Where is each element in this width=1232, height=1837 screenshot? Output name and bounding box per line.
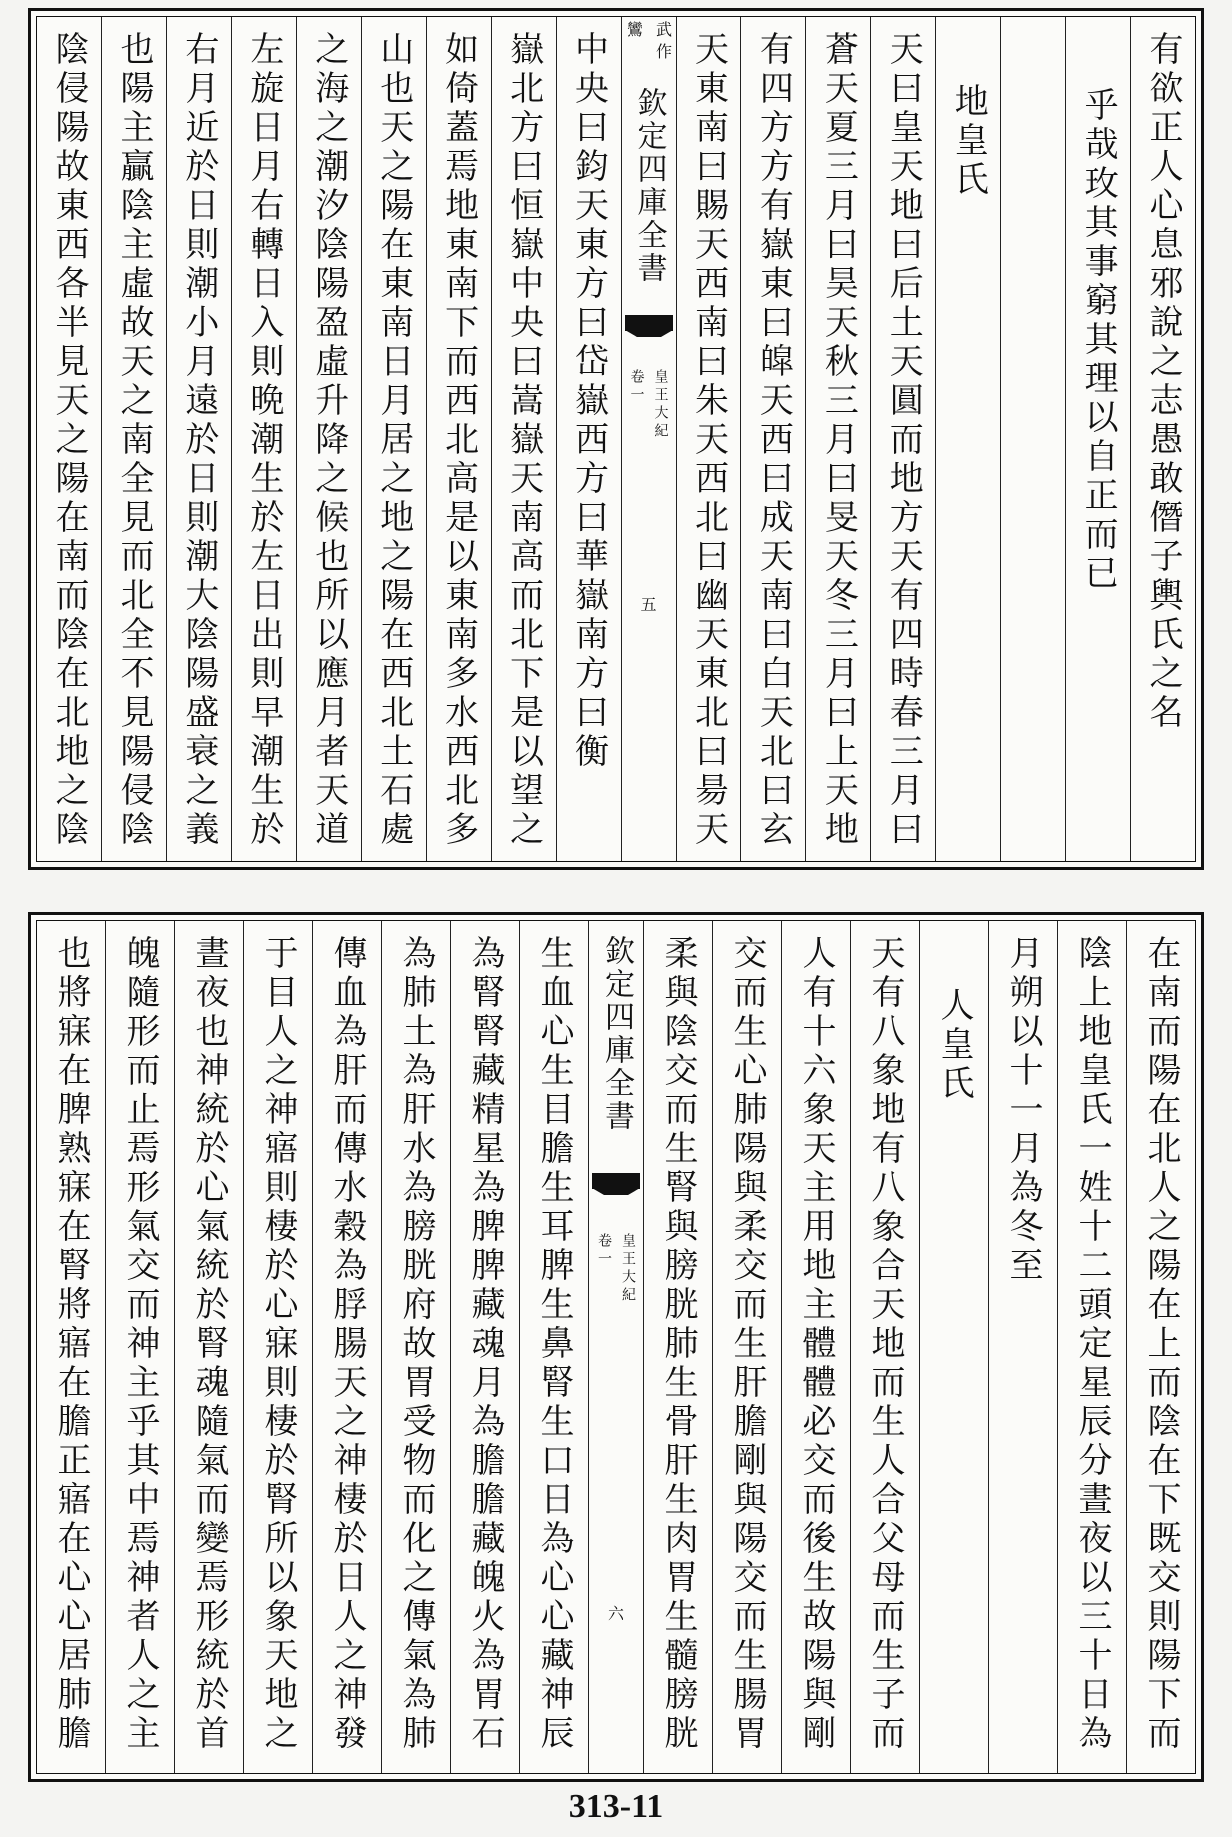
column-text: 生血心生目膽生耳脾生鼻腎生口日為心心藏神辰 xyxy=(534,935,574,1754)
text-column xyxy=(988,921,1057,1773)
column-text: 天曰皇天地曰后土天圓而地方天有四時春三月曰 xyxy=(883,31,924,850)
column-text: 天東南曰賜天西南曰朱天西北曰幽天東北曰昜天 xyxy=(688,31,729,850)
text-column xyxy=(1126,921,1195,1773)
column-text: 于目人之神寤則棲於心寐則棲於腎所以象天地之 xyxy=(258,935,298,1754)
column-text: 乎哉玫其事窮其理以自正而已 xyxy=(1078,87,1119,594)
volume-number: 卷一 xyxy=(628,369,645,405)
bottom-page-columns xyxy=(37,921,1195,1773)
text-column xyxy=(1130,17,1195,861)
section-heading-column xyxy=(919,921,988,1773)
text-column xyxy=(1065,17,1130,861)
column-text: 為肺土為肝水為膀胱府故胃受物而化之傳氣為肺 xyxy=(396,935,436,1754)
column-text: 有欲正人心息邪說之志愚敢僭子輿氏之名 xyxy=(1143,31,1184,733)
text-column xyxy=(556,17,621,861)
section-heading-column xyxy=(935,17,1000,861)
text-column xyxy=(243,921,312,1773)
column-text: 之海之潮汐陰陽盈虛升降之候也所以應月者天道 xyxy=(308,31,349,850)
section-heading: 地皇氏 xyxy=(948,83,989,200)
text-column xyxy=(805,17,870,861)
text-column xyxy=(105,921,174,1773)
text-column xyxy=(781,921,850,1773)
text-column xyxy=(361,17,426,861)
volume-label xyxy=(622,369,676,441)
column-text: 有四方方有嶽東曰皡天西曰成天南曰白天北曰玄 xyxy=(753,31,794,850)
text-column xyxy=(1000,17,1065,861)
column-text: 中央曰鈞天東方曰岱嶽西方曰華嶽南方曰衡 xyxy=(568,31,609,772)
volume-book-name: 皇王大紀 xyxy=(620,1233,636,1305)
text-column xyxy=(174,921,243,1773)
volume-book-name: 皇王大紀 xyxy=(652,369,669,441)
text-column xyxy=(740,17,805,861)
text-column xyxy=(519,921,588,1773)
book-title: 欽定四庫全書 xyxy=(631,87,667,285)
page-label: 313-11 xyxy=(568,1788,664,1825)
column-text: 月朔以十一月為冬至 xyxy=(1003,935,1043,1286)
bottom-page xyxy=(28,912,1204,1782)
column-text: 在南而陽在北人之陽在上而陰在下既交則陽下而 xyxy=(1141,935,1181,1754)
column-text: 魄隨形而止焉形氣交而神主乎其中焉神者人之主 xyxy=(120,935,160,1754)
text-column xyxy=(166,17,231,861)
fish-tail-mark-icon xyxy=(625,315,673,359)
text-column xyxy=(450,921,519,1773)
text-column xyxy=(312,921,381,1773)
fish-tail-mark-icon xyxy=(592,1173,640,1217)
column-text: 陰上地皇氏一姓十二頭定星辰分晝夜以三十日為 xyxy=(1072,935,1112,1754)
text-column xyxy=(850,921,919,1773)
column-text: 交而生心肺陽與柔交而生肝膽剛與陽交而生腸胃 xyxy=(727,935,767,1754)
text-column xyxy=(101,17,166,861)
text-column xyxy=(296,17,361,861)
column-text: 山也天之陽在東南日月居之地之陽在西北土石處 xyxy=(373,31,414,850)
subnote-right: 武作 xyxy=(653,21,673,65)
column-text: 左旋日月右轉日入則晩潮生於左日出則早潮生於 xyxy=(243,31,284,850)
text-column xyxy=(1057,921,1126,1773)
center-fold-column xyxy=(621,17,676,861)
volume-label xyxy=(589,1233,643,1305)
leaf-number: 六 xyxy=(607,1604,624,1623)
subnote-left: 鸞 xyxy=(624,21,644,43)
column-text: 傳血為肝而傳水穀為脬腸天之神棲於日人之神發 xyxy=(327,935,367,1754)
column-text: 蒼天夏三月曰昊天秋三月曰旻天冬三月曰上天地 xyxy=(818,31,859,850)
leaf-number: 五 xyxy=(640,595,657,614)
column-text: 晝夜也神統於心氣統於腎魂隨氣而變焉形統於首 xyxy=(189,935,229,1754)
text-column xyxy=(37,921,105,1773)
center-fold-column xyxy=(588,921,643,1773)
column-text: 也將寐在脾熟寐在腎將寤在膽正寤在心心居肺膽 xyxy=(51,935,91,1754)
text-column xyxy=(676,17,741,861)
top-page-columns xyxy=(37,17,1195,861)
top-page xyxy=(28,8,1204,870)
column-text: 陰侵陽故東西各半見天之陽在南而陰在北地之陰 xyxy=(49,31,90,850)
section-heading: 人皇氏 xyxy=(934,987,974,1104)
column-text: 柔與陰交而生腎與膀胱肺生骨肝生肉胃生髓膀胱 xyxy=(658,935,698,1754)
text-column xyxy=(231,17,296,861)
book-title: 欽定四庫全書 xyxy=(599,935,634,1133)
column-text: 天有八象地有八象合天地而生人合父母而生子而 xyxy=(865,935,905,1754)
column-text: 也陽主贏陰主虛故天之南全見而北全不見陽侵陰 xyxy=(113,31,154,850)
text-column xyxy=(643,921,712,1773)
column-text: 人有十六象天主用地主體體必交而後生故陽與剛 xyxy=(796,935,836,1754)
text-column xyxy=(426,17,491,861)
text-column xyxy=(491,17,556,861)
column-text: 如倚蓋焉地東南下而西北高是以東南多水西北多 xyxy=(438,31,479,850)
text-column xyxy=(37,17,101,861)
text-column xyxy=(870,17,935,861)
column-text: 為腎腎藏精星為脾脾藏魂月為膽膽藏魄火為胃石 xyxy=(465,935,505,1754)
text-column xyxy=(712,921,781,1773)
column-text: 右月近於日則潮小月遠於日則潮大陰陽盛衰之義 xyxy=(178,31,219,850)
center-subnote xyxy=(622,21,676,83)
volume-number: 卷一 xyxy=(596,1233,612,1269)
text-column xyxy=(381,921,450,1773)
column-text: 嶽北方曰恒嶽中央曰嵩嶽天南高而北下是以望之 xyxy=(503,31,544,850)
